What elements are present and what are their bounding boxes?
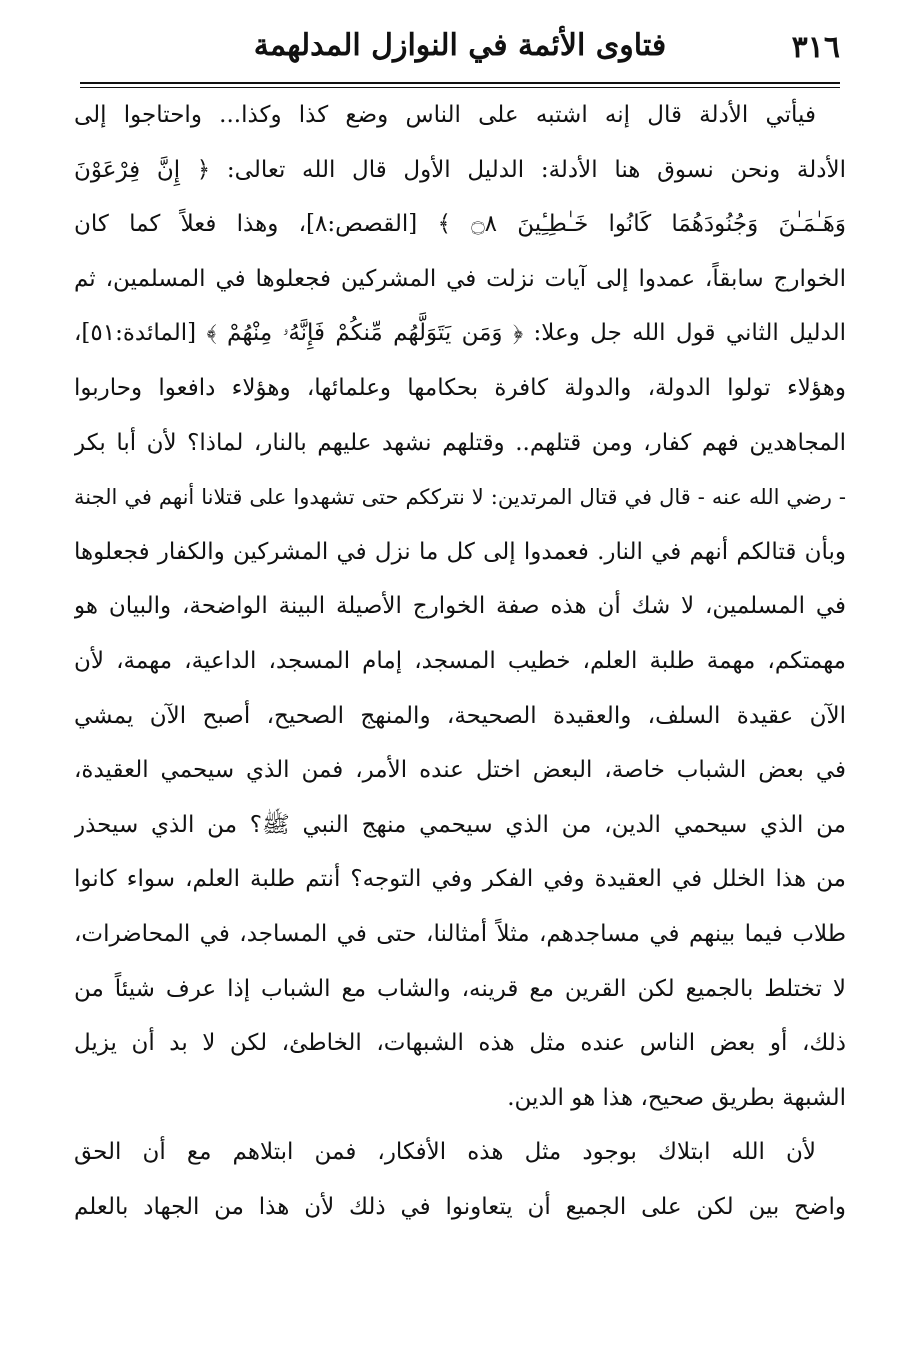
text-line: واضح بين لكن على الجميع أن يتعاونوا في ذلك لأن هذا من الجهاد بالعلم — [74, 1193, 846, 1220]
text-line: وهؤلاء تولوا الدولة، والدولة كافرة بحكامها وعلمائها، وهؤلاء دافعوا وحاربوا — [74, 374, 846, 401]
text-line: وَهَـٰمَـٰنَ وَجُنُودَهُمَا كَانُوا خَـٰطِـِٔينَ ۝٨ ﴾ [القصص:٨]، وهذا فعلاً كما كان — [74, 211, 846, 238]
body-text — [74, 88, 846, 1234]
text-line: ذلك، أو بعض الناس عنده مثل هذه الشبهات، الخاطئ، لكن لا بد أن يزيل — [74, 1030, 846, 1057]
text-line: الأدلة ونحن نسوق هنا الأدلة: الدليل الأول قال الله تعالى: ﴿ إِنَّ فِرْعَوْنَ — [74, 156, 846, 183]
text-line: في بعض الشباب خاصة، البعض اختل عنده الأمر، فمن الذي سيحمي العقيدة، — [74, 757, 846, 784]
running-title: فتاوى الأئمة في النوازل المدلهمة — [253, 28, 667, 63]
text-line: - رضي الله عنه - قال في قتال المرتدين: لا نترككم حتى تشهدوا على قتلانا أنهم في الجنة — [74, 485, 846, 510]
text-line: مهمتكم، مهمة طلبة العلم، خطيب المسجد، إمام المسجد، الداعية، مهمة، لأن — [74, 647, 846, 674]
page-header — [80, 26, 840, 90]
text-line: الشبهة بطريق صحيح، هذا هو الدين. — [507, 1084, 846, 1111]
text-line: المجاهدين فهم كفار، ومن قتلهم.. وقتلهم نشهد عليهم بالنار، لماذا؟ لأن أبا بكر — [74, 429, 846, 456]
text-line: الآن عقيدة السلف، والعقيدة الصحيحة، والمنهج الصحيح، أصبح الآن يمشي — [74, 702, 846, 729]
text-line: في المسلمين، لا شك أن هذه صفة الخوارج الأصيلة البينة الواضحة، والبيان هو — [74, 593, 846, 620]
text-line: طلاب فيما بينهم في مساجدهم، مثلاً أمثالنا، حتى في المساجد، في المحاضرات، — [74, 920, 846, 947]
text-line: من الذي سيحمي الدين، من الذي سيحمي منهج النبي ﷺ؟ من الذي سيحذر — [74, 811, 846, 838]
text-line: لأن الله ابتلاك بوجود مثل هذه الأفكار، فمن ابتلاهم مع أن الحق — [74, 1139, 816, 1166]
text-line: الخوارج سابقاً، عمدوا إلى آيات نزلت في المشركين فجعلوها في المسلمين، ثم — [74, 265, 846, 292]
text-line: فيأتي الأدلة قال إنه اشتبه على الناس وضع كذا وكذا... واحتاجوا إلى — [74, 102, 816, 128]
text-line: الدليل الثاني قول الله جل وعلا: ﴿ وَمَن يَتَوَلَّهُم مِّنكُمْ فَإِنَّهُۥ مِنْهُمْ ﴾ [المائدة:٥١]، — [74, 320, 846, 347]
text-line: لا تختلط بالجميع لكن القرين مع قرينه، والشاب مع الشباب إذا عرف شيئاً من — [74, 975, 846, 1002]
page-number: ٣١٦ — [791, 30, 840, 65]
text-line: وبأن قتالكم أنهم في النار. فعمدوا إلى كل ما نزل في المشركين والكفار فجعلوها — [74, 538, 846, 565]
text-line: من هذا الخلل في العقيدة وفي الفكر وفي التوجه؟ أنتم طلبة العلم، سواء كانوا — [74, 866, 846, 893]
